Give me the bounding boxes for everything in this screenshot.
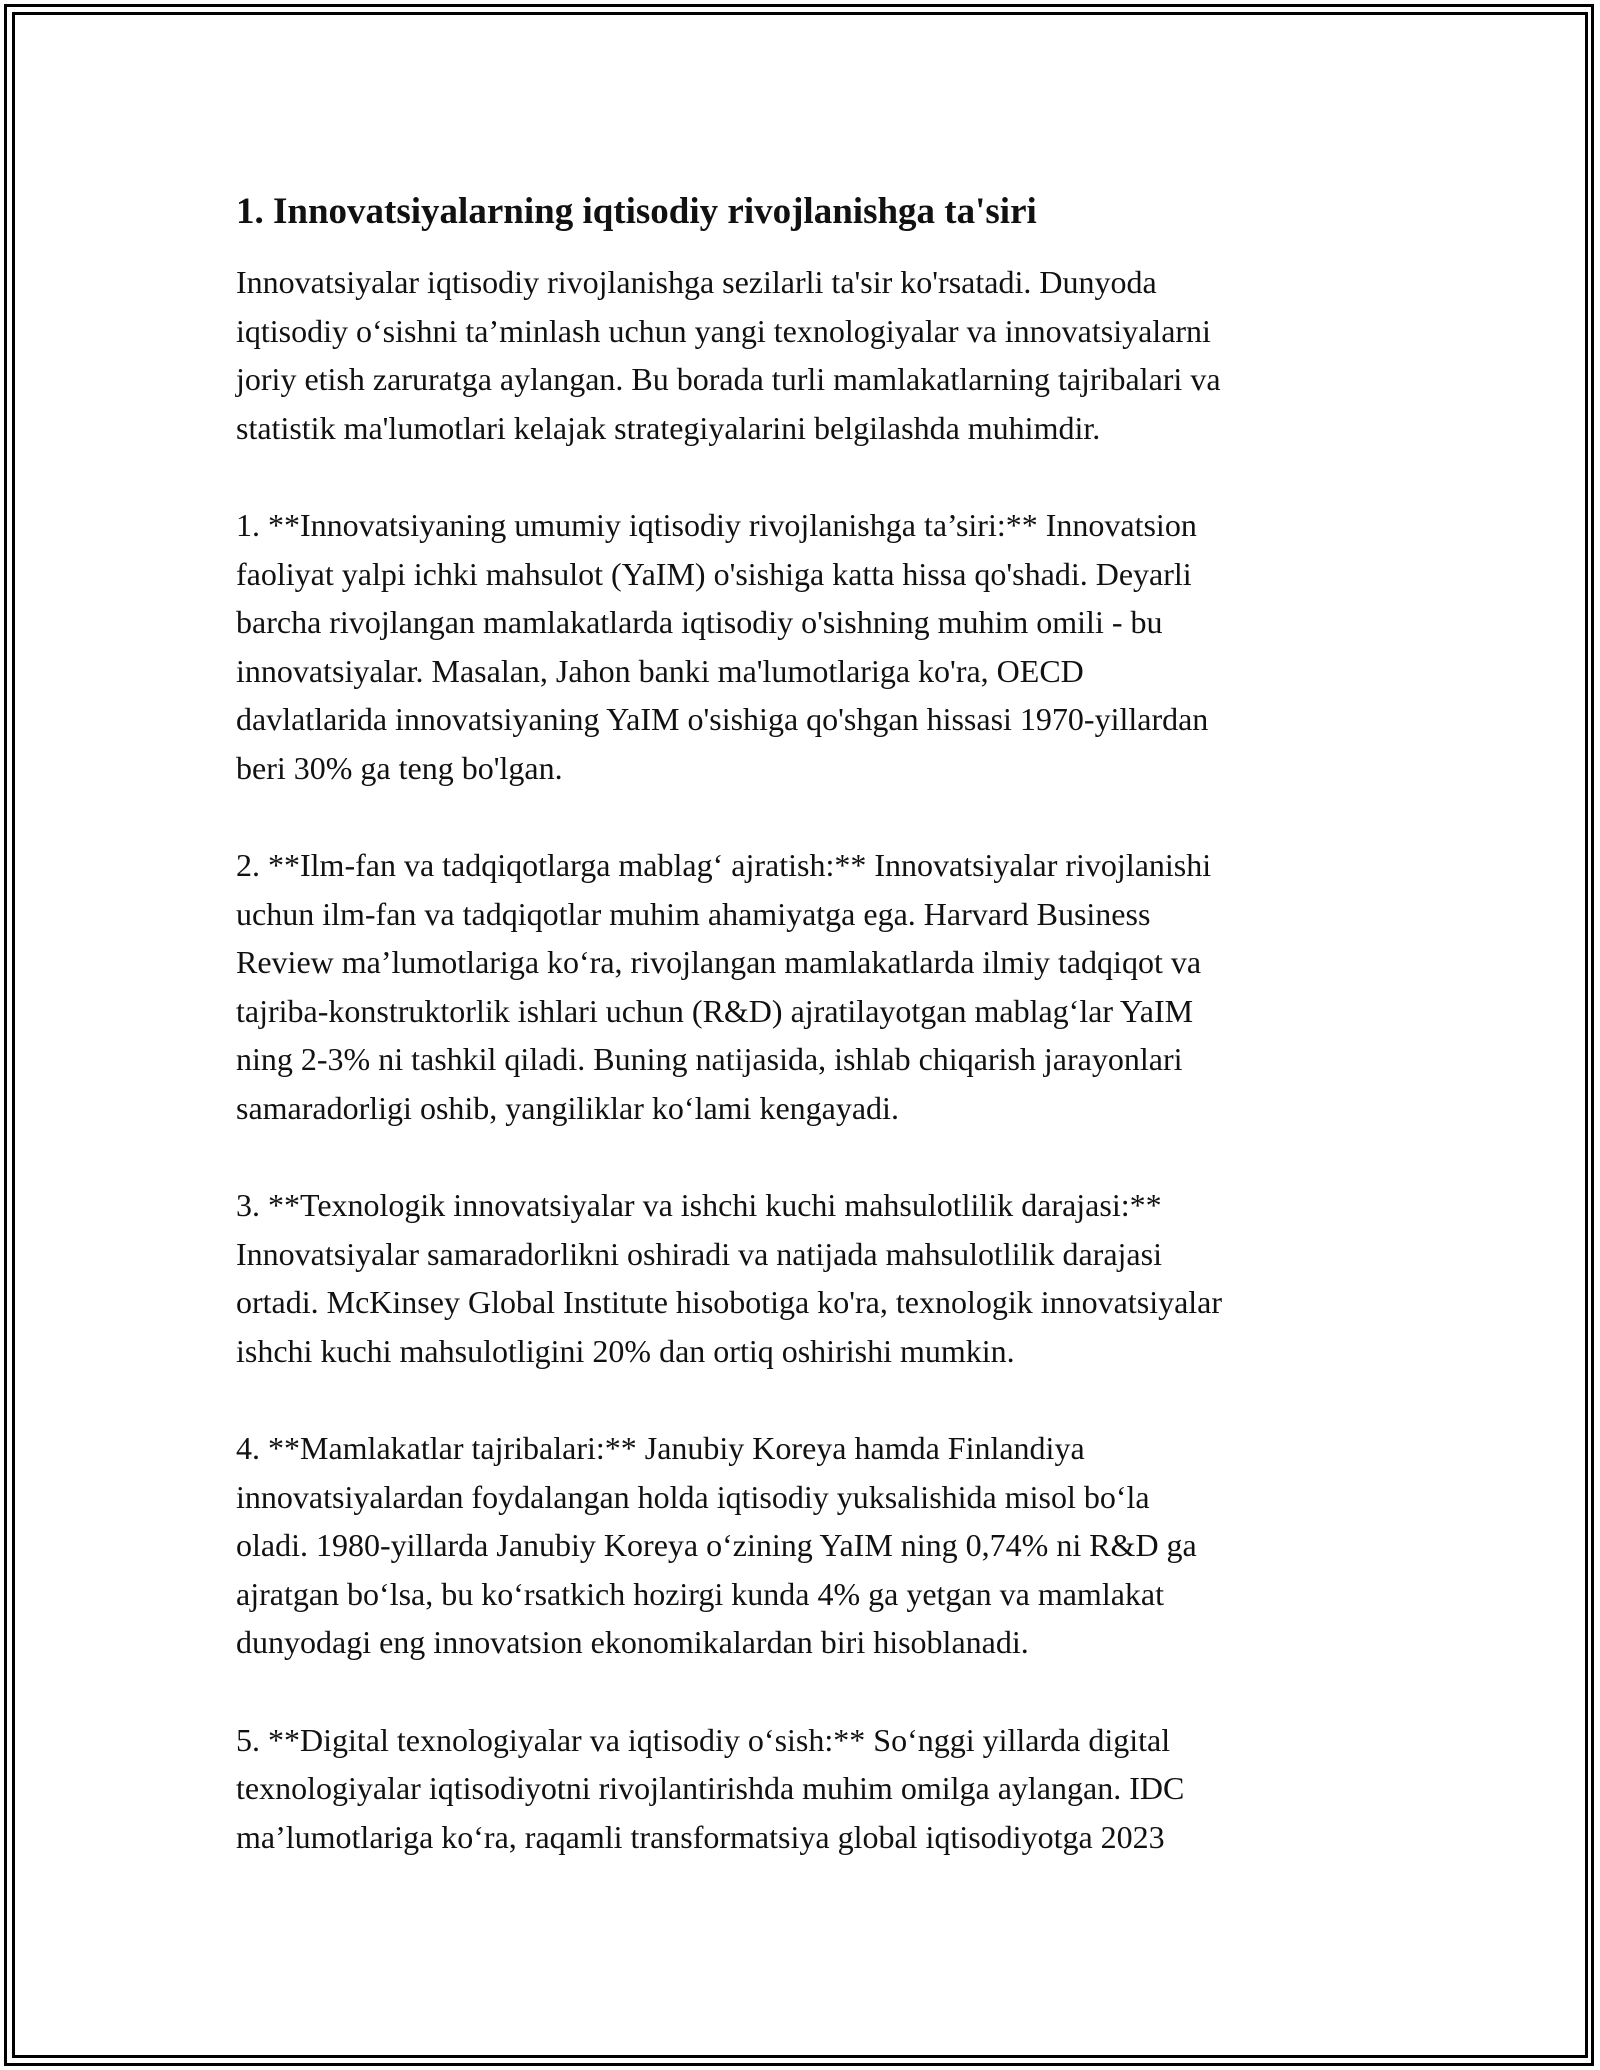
text-line: tajriba-konstruktorlik ishlari uchun (R&D) ajratilayotgan mablag‘lar YaIM <box>236 992 1194 1029</box>
text-line: ishchi kuchi mahsulotligini 20% dan ortiq oshirishi mumkin. <box>236 1332 1015 1369</box>
section-heading: 1. Innovatsiyalarning iqtisodiy rivojlanishga ta'siri <box>236 191 1037 232</box>
point-5-paragraph <box>236 1716 1376 1862</box>
text-line: dunyodagi eng innovatsion ekonomikalardan biri hisoblanadi. <box>236 1624 1029 1660</box>
text-line: oladi. 1980-yillarda Janubiy Koreya o‘zining YaIM ning 0,74% ni R&D ga <box>236 1527 1197 1563</box>
text-line: davlatlarida innovatsiyaning YaIM o'sishiga qo'shgan hissasi 1970-yillardan <box>236 701 1209 737</box>
text-line: 5. **Digital texnologiyalar va iqtisodiy o‘sish:** So‘nggi yillarda digital <box>236 1721 1171 1758</box>
text-line: 1. **Innovatsiyaning umumiy iqtisodiy rivojlanishga ta’siri:** Innovatsion <box>236 507 1197 543</box>
text-line: statistik ma'lumotlari kelajak strategiyalarini belgilashda muhimdir. <box>236 409 1101 446</box>
text-line: innovatsiyalardan foydalangan holda iqtisodiy yuksalishida misol bo‘la <box>236 1478 1150 1515</box>
intro-paragraph <box>236 258 1376 452</box>
text-line: Innovatsiyalar samaradorlikni oshiradi va natijada mahsulotlilik darajasi <box>236 1235 1162 1272</box>
text-line: Innovatsiyalar iqtisodiy rivojlanishga sezilarli ta'sir ko'rsatadi. Dunyoda <box>236 264 1157 300</box>
point-2-paragraph <box>236 841 1376 1132</box>
point-1-paragraph <box>236 501 1376 792</box>
text-line: ortadi. McKinsey Global Institute hisobotiga ko'ra, texnologik innovatsiyalar <box>236 1284 1223 1320</box>
text-line: ning 2-3% ni tashkil qiladi. Buning natijasida, ishlab chiqarish jarayonlari <box>236 1041 1183 1077</box>
text-line: iqtisodiy o‘sishni ta’minlash uchun yangi texnologiyalar va innovatsiyalarni <box>236 312 1211 349</box>
text-line: beri 30% ga teng bo'lgan. <box>236 749 563 786</box>
text-line: ma’lumotlariga ko‘ra, raqamli transformatsiya global iqtisodiyotga 2023 <box>236 1818 1165 1855</box>
text-line: ajratgan bo‘lsa, bu ko‘rsatkich hozirgi kunda 4% ga yetgan va mamlakat <box>236 1575 1164 1612</box>
point-3-paragraph <box>236 1181 1376 1375</box>
text-line: texnologiyalar iqtisodiyotni rivojlantirishda muhim omilga aylangan. IDC <box>236 1770 1185 1806</box>
text-line: faoliyat yalpi ichki mahsulot (YaIM) o'sishiga katta hissa qo'shadi. Deyarli <box>236 555 1192 592</box>
text-line: 2. **Ilm-fan va tadqiqotlarga mablag‘ ajratish:** Innovatsiyalar rivojlanishi <box>236 847 1212 883</box>
document-body <box>236 186 1376 1910</box>
text-line: samaradorligi oshib, yangiliklar ko‘lami kengayadi. <box>236 1089 899 1126</box>
text-line: Review ma’lumotlariga ko‘ra, rivojlangan mamlakatlarda ilmiy tadqiqot va <box>236 944 1202 980</box>
text-line: joriy etish zaruratga aylangan. Bu borada turli mamlakatlarning tajribalari va <box>236 361 1221 397</box>
text-line: uchun ilm-fan va tadqiqotlar muhim ahamiyatga ega. Harvard Business <box>236 895 1151 932</box>
point-4-paragraph <box>236 1424 1376 1667</box>
text-line: 3. **Texnologik innovatsiyalar va ishchi kuchi mahsulotlilik darajasi:** <box>236 1187 1162 1223</box>
text-line: 4. **Mamlakatlar tajribalari:** Janubiy Koreya hamda Finlandiya <box>236 1430 1085 1466</box>
text-line: innovatsiyalar. Masalan, Jahon banki ma'lumotlariga ko'ra, OECD <box>236 652 1084 689</box>
text-line: barcha rivojlangan mamlakatlarda iqtisodiy o'sishning muhim omili - bu <box>236 604 1163 640</box>
